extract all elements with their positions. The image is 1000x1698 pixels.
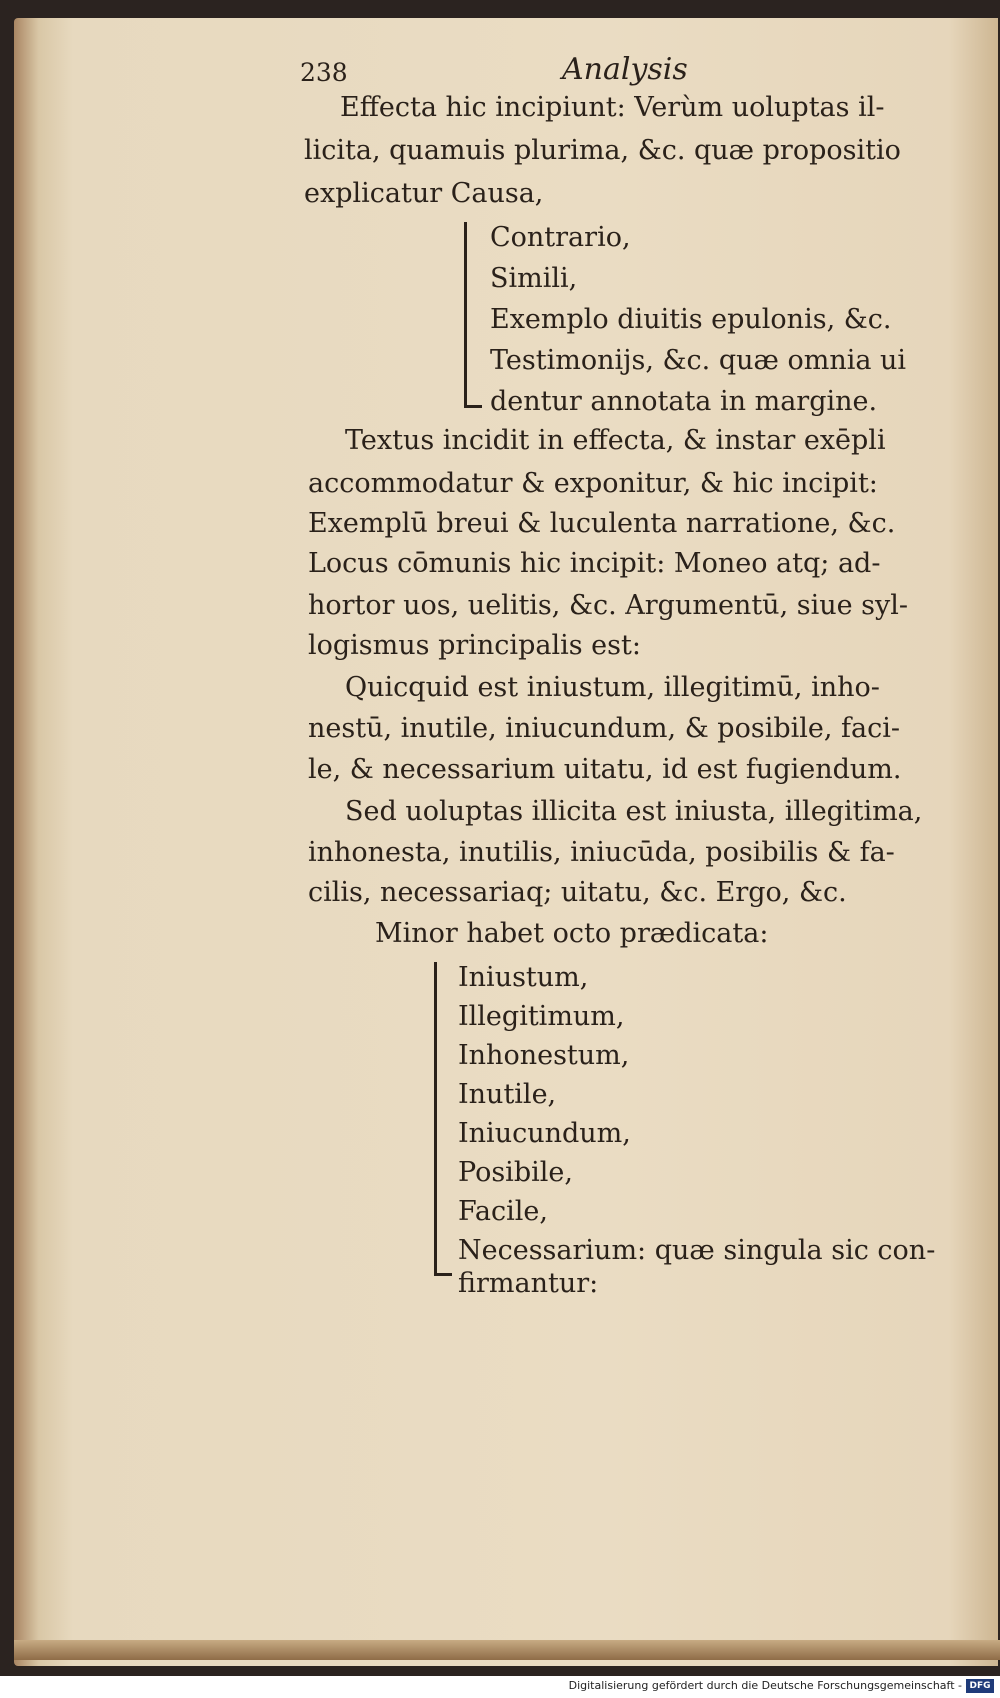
page-number: 238 bbox=[300, 58, 348, 87]
text-line: Minor habet octo prædicata: bbox=[375, 918, 769, 949]
text-line: cilis, necessariaq; uitatu, &c. Ergo, &c. bbox=[308, 877, 847, 908]
dfg-logo: DFG bbox=[966, 1679, 994, 1693]
text-line: logismus principalis est: bbox=[308, 630, 641, 661]
brace-bracket-end bbox=[464, 405, 482, 408]
running-head: Analysis bbox=[562, 52, 688, 87]
text-line: licita, quamuis plurima, &c. quæ propositio bbox=[304, 135, 901, 166]
text-line: Posibile, bbox=[458, 1157, 573, 1188]
text-line: Exemplū breui & luculenta narratione, &c. bbox=[308, 508, 896, 539]
text-line: Quicquid est iniustum, illegitimū, inho- bbox=[345, 672, 880, 703]
text-line: Facile, bbox=[458, 1196, 548, 1227]
text-line: accommodatur & exponitur, & hic incipit: bbox=[308, 468, 878, 499]
text-line: Textus incidit in effecta, & instar exēpli bbox=[345, 425, 886, 456]
text-line: explicatur Causa, bbox=[304, 178, 544, 209]
page-bottom-edge bbox=[14, 1640, 1000, 1660]
text-line: Iniucundum, bbox=[458, 1118, 631, 1149]
text-line: Inhonestum, bbox=[458, 1040, 630, 1071]
brace-bracket bbox=[434, 962, 437, 1276]
brace-bracket-end bbox=[434, 1273, 452, 1276]
text-line: inhonesta, inutilis, iniucūda, posibilis & fa- bbox=[308, 837, 895, 868]
brace-bracket bbox=[464, 222, 467, 408]
text-line: hortor uos, uelitis, &c. Argumentū, siue syl- bbox=[308, 590, 909, 621]
text-line: Exemplo diuitis epulonis, &c. bbox=[490, 304, 892, 335]
text-line: Iniustum, bbox=[458, 962, 589, 993]
footer-credit: Digitalisierung gefördert durch die Deutsche Forschungsgemeinschaft - bbox=[568, 1679, 962, 1692]
text-line: le, & necessarium uitatu, id est fugiendum. bbox=[308, 754, 902, 785]
text-line: Illegitimum, bbox=[458, 1001, 625, 1032]
text-line: firmantur: bbox=[458, 1268, 599, 1299]
text-line: Simili, bbox=[490, 263, 578, 294]
text-line: Locus cōmunis hic incipit: Moneo atq; ad- bbox=[308, 548, 881, 579]
text-line: dentur annotata in margine. bbox=[490, 386, 878, 417]
text-line: Effecta hic incipiunt: Verùm uoluptas il- bbox=[340, 92, 885, 123]
text-line: Necessarium: quæ singula sic con- bbox=[458, 1235, 936, 1266]
text-line: Contrario, bbox=[490, 222, 631, 253]
text-line: Sed uoluptas illicita est iniusta, illegitima, bbox=[345, 796, 923, 827]
text-line: nestū, inutile, iniucundum, & posibile, faci- bbox=[308, 713, 901, 744]
text-line: Testimonijs, &c. quæ omnia ui bbox=[490, 345, 907, 376]
text-line: Inutile, bbox=[458, 1079, 557, 1110]
